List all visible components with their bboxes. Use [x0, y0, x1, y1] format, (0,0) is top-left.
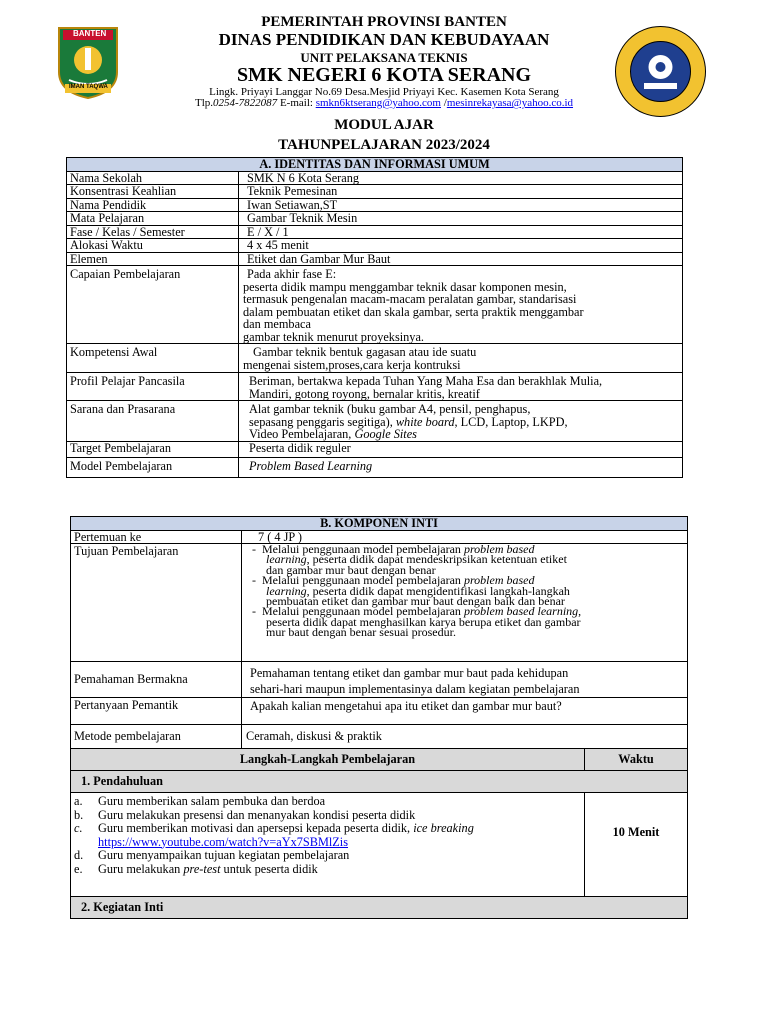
- capaian-line: dalam pembuatan etiket dan skala gambar, serta praktik menggambar: [243, 304, 584, 319]
- table-row: [67, 239, 683, 253]
- list-item: e. Guru melakukan pre-test untuk peserta didik: [74, 861, 318, 876]
- identitas-table: [66, 157, 683, 478]
- table-row: [67, 401, 683, 442]
- row-label: Profil Pelajar Pancasila: [67, 373, 239, 401]
- doc-year: TAHUNPELAJARAN 2023/2024: [278, 137, 490, 153]
- table-row: [71, 544, 688, 662]
- capaian-line: gambar teknik menurut proyeksinya.: [243, 329, 424, 344]
- email-label: E-mail:: [277, 97, 316, 109]
- capaian-line: peserta didik mampu menggambar teknik dasar komponen mesin,: [243, 279, 567, 294]
- list-item-cont: mur baut dengan benar sesuai prosedur.: [266, 625, 456, 640]
- row-value: [239, 344, 683, 373]
- email-link-1[interactable]: smkn6ktserang@yahoo.com: [315, 97, 441, 109]
- table-row: [67, 185, 683, 199]
- row-value: E / X / 1: [239, 225, 683, 239]
- phone-prefix: Tlp.: [194, 97, 214, 109]
- doc-title: MODUL AJAR: [334, 117, 434, 133]
- sarana-line: Alat gambar teknik (buku gambar A4, pensil, penghapus,: [249, 402, 531, 416]
- row-value: Gambar Teknik Mesin: [239, 212, 683, 226]
- langkah-header: Langkah-Langkah Pembelajaran: [71, 749, 585, 771]
- row-value: Iwan Setiawan,ST: [239, 198, 683, 212]
- table-row: [71, 662, 688, 698]
- row-label: Nama Sekolah: [67, 171, 239, 185]
- table-row: [71, 771, 688, 793]
- row-value: Ceramah, diskusi & praktik: [242, 725, 688, 749]
- table-row: [67, 198, 683, 212]
- row-label: Alokasi Waktu: [67, 239, 239, 253]
- table-row: [67, 373, 683, 401]
- inti-title: 2. Kegiatan Inti: [71, 897, 688, 919]
- row-label: Fase / Kelas / Semester: [67, 225, 239, 239]
- row-label: Nama Pendidik: [67, 198, 239, 212]
- row-value: Peserta didik reguler: [239, 441, 683, 457]
- list-item: - Melalui penggunaan model pembelajaran problem based learning,: [252, 604, 582, 619]
- list-item-cont: pembuatan etiket dan gambar mur baut dengan baik dan benar: [266, 594, 565, 609]
- sarana-line: Video Pembelajaran, Google Sites: [249, 427, 417, 441]
- row-value: 4 x 45 menit: [239, 239, 683, 253]
- kop-line1: PEMERINTAH PROVINSI BANTEN: [261, 14, 507, 30]
- pendahuluan-waktu: 10 Menit: [585, 793, 688, 897]
- tujuan-list: [242, 544, 688, 662]
- capaian-line: termasuk pengenalan macam-macam peralatan gambar, standarisasi: [243, 292, 577, 306]
- table-row: [71, 897, 688, 919]
- row-label: Model Pembelajaran: [67, 457, 239, 477]
- list-item: a. Guru memberikan salam pembuka dan berdoa: [74, 794, 326, 808]
- profil-line: Mandiri, gotong royong, bernalar kritis, kreatif: [249, 386, 480, 401]
- row-label: Elemen: [67, 252, 239, 266]
- school-name: SMK NEGERI 6 KOTA SERANG: [236, 64, 532, 86]
- row-label: Kompetensi Awal: [67, 344, 239, 373]
- table-row: [67, 441, 683, 457]
- row-label: Pertanyaan Pemantik: [71, 698, 242, 725]
- table-row: [67, 171, 683, 185]
- list-item: d. Guru menyampaikan tujuan kegiatan pembelajaran: [74, 848, 350, 862]
- row-label: Mata Pelajaran: [67, 212, 239, 226]
- list-item: [74, 836, 581, 850]
- kop-contact: [0, 97, 768, 109]
- phone-number: 0254-7822087: [213, 97, 278, 109]
- capaian-line: Pada akhir fase E:: [247, 267, 337, 281]
- list-item: c. Guru memberikan motivasi dan apersepsi kepada peserta didik, ice breaking: [74, 821, 474, 835]
- section-a-heading: A. IDENTITAS DAN INFORMASI UMUM: [67, 158, 683, 172]
- sarana-line: sepasang penggaris segitiga), white board, LCD, Laptop, LKPD,: [249, 414, 568, 429]
- row-value: [239, 373, 683, 401]
- logo-banten-top-text: BANTEN: [73, 29, 107, 38]
- table-row: [67, 344, 683, 373]
- kop-line2: DINAS PENDIDIKAN DAN KEBUDAYAAN: [218, 30, 550, 49]
- table-row: [71, 749, 688, 771]
- row-value: SMK N 6 Kota Serang: [239, 171, 683, 185]
- capaian-line: dan membaca: [243, 317, 311, 331]
- row-value: Problem Based Learning: [239, 457, 683, 477]
- row-label: Capaian Pembelajaran: [67, 266, 239, 344]
- email-sep: /: [441, 97, 447, 109]
- list-item-cont: peserta didik dapat menghasilkan karya berupa etiket dan gambar: [266, 614, 581, 629]
- list-item-cont: learning, peserta didik dapat mendeskripsikan ketentuan etiket: [266, 552, 567, 567]
- komponen-inti-table: [70, 516, 688, 919]
- table-row: [67, 212, 683, 226]
- kompetensi-line: mengenai sistem,proses,cara kerja kontruksi: [243, 357, 461, 372]
- kop-address: Lingk. Priyayi Langgar No.69 Desa.Mesjid Priyayi Kec. Kasemen Kota Serang: [209, 86, 559, 98]
- row-label: Pertemuan ke: [71, 530, 242, 544]
- list-item: - Melalui penggunaan model pembelajaran problem based: [252, 542, 535, 556]
- row-label: Metode pembelajaran: [71, 725, 242, 749]
- row-value: Apakah kalian mengetahui apa itu etiket dan gambar mur baut?: [242, 698, 688, 725]
- list-item: b. Guru melakukan presensi dan menanyakan kondisi peserta didik: [74, 807, 416, 822]
- waktu-header: Waktu: [585, 749, 688, 771]
- section-b-heading: B. KOMPONEN INTI: [71, 517, 688, 531]
- pendahuluan-title: 1. Pendahuluan: [71, 771, 688, 793]
- row-value: Teknik Pemesinan: [239, 185, 683, 199]
- row-value: Pemahaman tentang etiket dan gambar mur baut pada kehidupan sehari-hari maupun implementasinya dalam kegiatan pembelajaran: [242, 662, 688, 698]
- pendahuluan-list: [71, 793, 585, 897]
- row-label: Tujuan Pembelajaran: [71, 544, 242, 662]
- email-link-2[interactable]: mesinrekayasa@yahoo.co.id: [446, 97, 574, 109]
- row-value: [239, 266, 683, 344]
- table-row: [67, 457, 683, 477]
- table-row: [67, 225, 683, 239]
- logo-banten-bottom-text: IMAN TAQWA: [69, 84, 108, 90]
- row-value: Etiket dan Gambar Mur Baut: [239, 252, 683, 266]
- kop-line3: UNIT PELAKSANA TEKNIS: [300, 50, 468, 65]
- youtube-link[interactable]: https://www.youtube.com/watch?v=aYx7SBMlZis: [98, 834, 349, 849]
- table-row: [67, 266, 683, 344]
- row-value: [239, 401, 683, 442]
- table-row: [71, 793, 688, 897]
- table-row: [71, 725, 688, 749]
- row-label: Sarana dan Prasarana: [67, 401, 239, 442]
- list-item: - Melalui penggunaan model pembelajaran problem based: [252, 573, 535, 588]
- row-label: Pemahaman Bermakna: [71, 662, 242, 698]
- table-row: [67, 252, 683, 266]
- list-item-cont: dan gambar mur baut dengan benar: [266, 562, 436, 577]
- list-item-cont: learning, peserta didik dapat mengidentifikasi langkah-langkah: [266, 583, 570, 598]
- row-label: Target Pembelajaran: [67, 441, 239, 457]
- row-value: 7 ( 4 JP ): [242, 530, 688, 544]
- profil-line: Beriman, bertakwa kepada Tuhan Yang Maha Esa dan berakhlak Mulia,: [249, 374, 603, 388]
- kompetensi-line: Gambar teknik bentuk gagasan atau ide suatu: [253, 345, 477, 359]
- table-row: [71, 698, 688, 725]
- row-label: Konsentrasi Keahlian: [67, 185, 239, 199]
